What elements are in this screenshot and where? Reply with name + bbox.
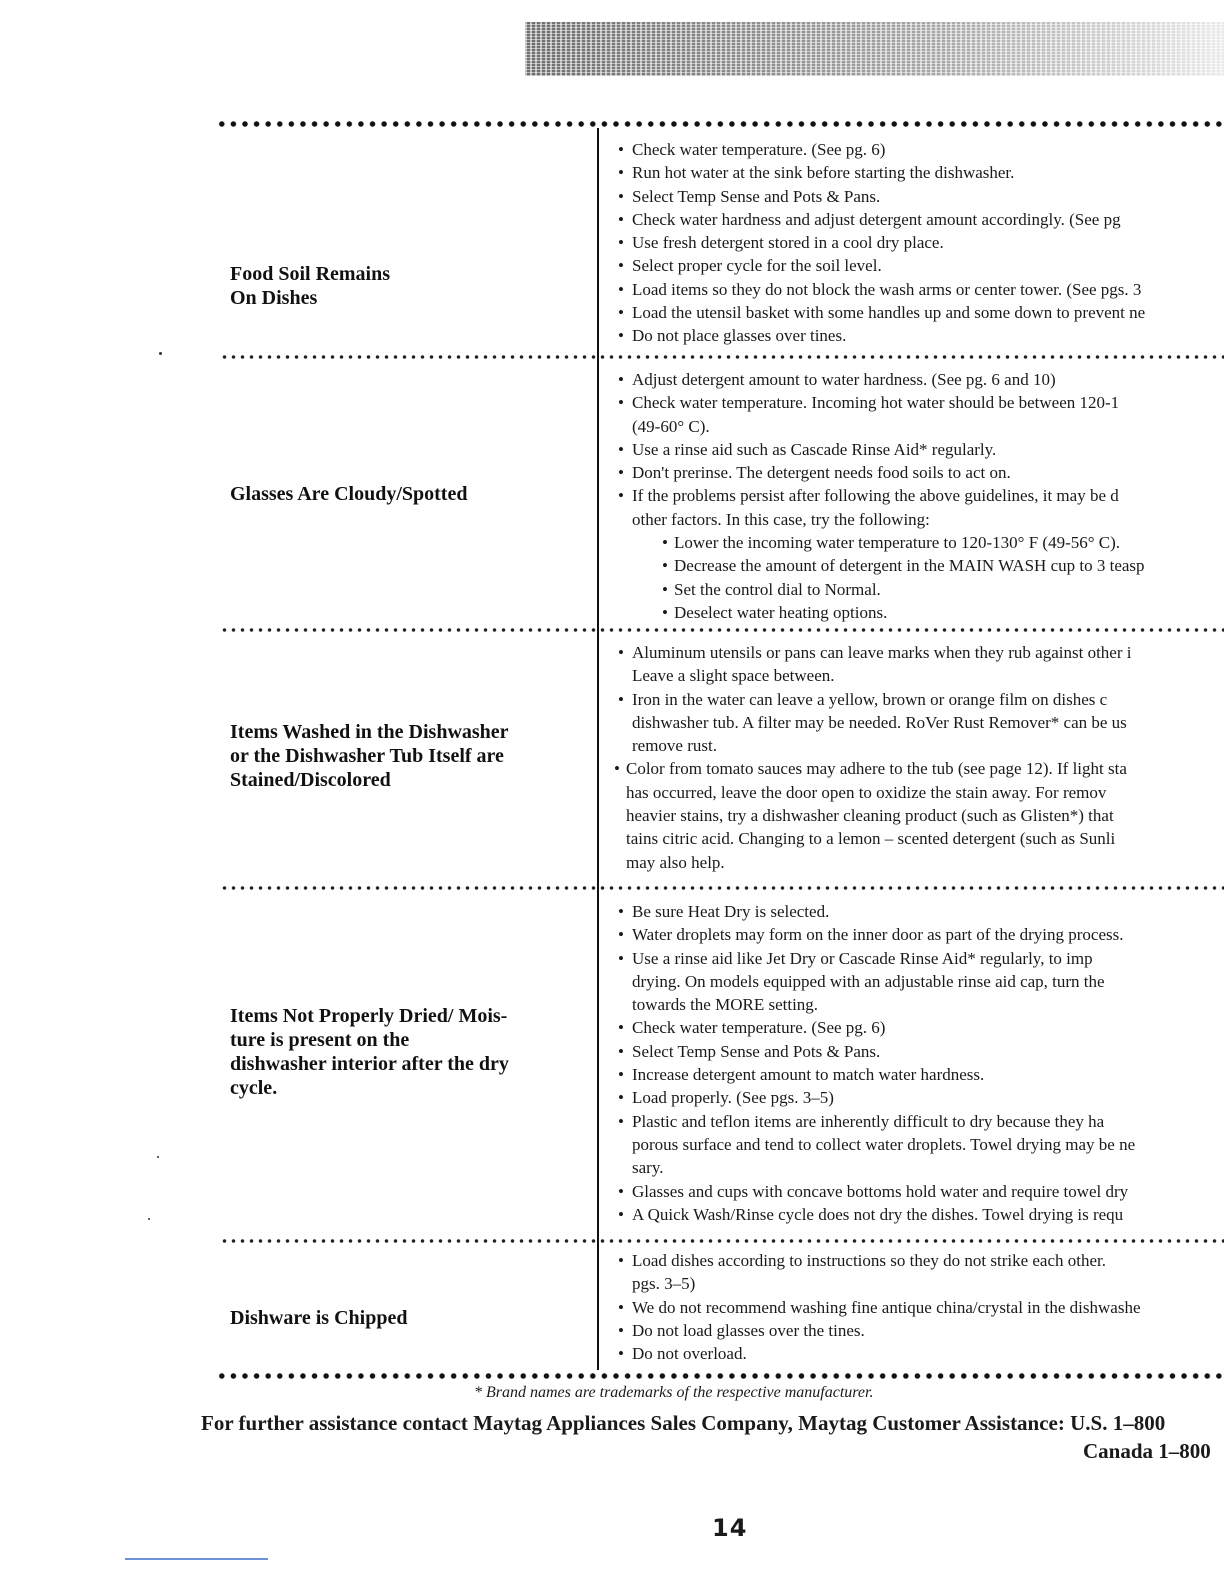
solution-item: • Glasses and cups with concave bottoms hold water and require towel dry	[614, 1180, 1224, 1203]
solution-item: • Run hot water at the sink before starting the dishwasher.	[614, 161, 1224, 184]
solution-item: • Use a rinse aid like Jet Dry or Cascade Rinse Aid* regularly, to imp	[614, 947, 1224, 970]
solution-item: • Aluminum utensils or pans can leave marks when they rub against other i	[614, 641, 1224, 664]
problem-line: dishwasher interior after the dry	[230, 1053, 509, 1075]
row-separator	[220, 885, 1224, 891]
solution-item: • Use a rinse aid such as Cascade Rinse Aid* regularly.	[614, 438, 1224, 461]
problem-line: On Dishes	[230, 287, 318, 309]
solution-item: • Load items so they do not block the wash arms or center tower. (See pgs. 3	[614, 278, 1224, 301]
solution-continuation: may also help.	[626, 852, 725, 872]
solution-item: • Load dishes according to instructions so they do not strike each other.	[614, 1249, 1224, 1272]
solution-item: • Do not place glasses over tines.	[614, 324, 1224, 347]
solution-sub-item: • Deselect water heating options.	[614, 601, 1224, 624]
page-number: 14	[712, 1514, 748, 1542]
solutions-dishware-chipped	[614, 1249, 1224, 1365]
problem-dishware-chipped	[230, 1306, 570, 1330]
solution-continuation: pgs. 3–5)	[632, 1274, 696, 1294]
problem-line: or the Dishwasher Tub Itself are	[230, 745, 504, 767]
problem-line: Food Soil Remains	[230, 263, 391, 285]
solution-item: • Select Temp Sense and Pots & Pans.	[614, 185, 1224, 208]
solution-sub-item: • Decrease the amount of detergent in the MAIN WASH cup to 3 teasp	[614, 554, 1224, 577]
problem-line: Items Not Properly Dried/ Mois-	[230, 1005, 508, 1027]
solution-item: • Load properly. (See pgs. 3–5)	[614, 1086, 1224, 1109]
solution-continuation: sary.	[632, 1158, 664, 1178]
solution-item: • Color from tomato sauces may adhere to the tub (see page 12). If light sta	[614, 757, 1224, 780]
solution-continuation: has occurred, leave the door open to oxidize the stain away. For remov	[626, 782, 1107, 802]
solution-item: • Be sure Heat Dry is selected.	[614, 900, 1224, 923]
solution-item: • Plastic and teflon items are inherently difficult to dry because they ha	[614, 1110, 1224, 1133]
row-separator	[220, 1238, 1224, 1244]
solutions-food-soil	[614, 138, 1224, 348]
solution-item: • Select proper cycle for the soil level.	[614, 254, 1224, 277]
contact-line: For further assistance contact Maytag Appliances Sales Company, Maytag Customer Assistance: U.S. 1–800	[201, 1411, 1166, 1435]
solution-item: • Check water hardness and adjust detergent amount accordingly. (See pg	[614, 208, 1224, 231]
problem-line: Stained/Discolored	[230, 769, 391, 791]
problem-glasses-cloudy	[230, 482, 570, 506]
solution-item: • Do not load glasses over the tines.	[614, 1319, 1224, 1342]
blue-underline	[125, 1558, 268, 1560]
solution-item: • A Quick Wash/Rinse cycle does not dry the dishes. Towel drying is requ	[614, 1203, 1224, 1226]
solution-item: • Load the utensil basket with some handles up and some down to prevent ne	[614, 301, 1224, 324]
solution-item: • Water droplets may form on the inner door as part of the drying process.	[614, 923, 1224, 946]
problem-line: cycle.	[230, 1077, 278, 1099]
solutions-glasses-cloudy	[614, 368, 1224, 624]
solution-item: • Check water temperature. (See pg. 6)	[614, 1016, 1224, 1039]
solution-item: • Increase detergent amount to match water hardness.	[614, 1063, 1224, 1086]
solution-sub-item: • Lower the incoming water temperature to 120-130° F (49-56° C).	[614, 531, 1224, 554]
solution-continuation: other factors. In this case, try the following:	[632, 509, 930, 529]
solution-continuation: tains citric acid. Changing to a lemon – scented detergent (such as Sunli	[626, 829, 1116, 849]
solution-continuation: Leave a slight space between.	[632, 666, 835, 686]
solution-item: • Iron in the water can leave a yellow, brown or orange film on dishes c	[614, 688, 1224, 711]
scan-speck	[148, 1218, 150, 1220]
problem-line: Dishware is Chipped	[230, 1307, 408, 1329]
solution-continuation: dishwasher tub. A filter may be needed. RoVer Rust Remover* can be us	[632, 712, 1127, 732]
solution-item: • Select Temp Sense and Pots & Pans.	[614, 1040, 1224, 1063]
problem-not-dried	[230, 1004, 570, 1100]
trademark-footnote: * Brand names are trademarks of the respective manufacturer.	[474, 1384, 874, 1401]
row-separator	[220, 354, 1224, 360]
solution-item: • Use fresh detergent stored in a cool dry place.	[614, 231, 1224, 254]
solution-continuation: remove rust.	[632, 736, 717, 756]
scan-speck	[159, 352, 162, 355]
solution-continuation: (49-60° C).	[632, 416, 710, 436]
top-dotted-rule	[216, 120, 1224, 128]
column-divider	[597, 128, 599, 1370]
bottom-dotted-rule	[216, 1372, 1224, 1380]
solution-sub-item: • Set the control dial to Normal.	[614, 578, 1224, 601]
header-band	[525, 22, 1224, 76]
solutions-items-stained	[614, 641, 1224, 874]
solution-continuation: towards the MORE setting.	[632, 995, 819, 1015]
solution-item: • Check water temperature. Incoming hot water should be between 120-1	[614, 391, 1224, 414]
solution-item: • Adjust detergent amount to water hardness. (See pg. 6 and 10)	[614, 368, 1224, 391]
scan-speck	[157, 1156, 159, 1158]
problem-line: Items Washed in the Dishwasher	[230, 721, 509, 743]
problem-food-soil	[230, 262, 570, 310]
solution-item: • We do not recommend washing fine antique china/crystal in the dishwashe	[614, 1296, 1224, 1319]
problem-line: Glasses Are Cloudy/Spotted	[230, 483, 468, 505]
canada-contact: Canada 1–800	[1083, 1439, 1211, 1463]
solution-item: • Don't prerinse. The detergent needs food soils to act on.	[614, 461, 1224, 484]
solution-continuation: heavier stains, try a dishwasher cleaning product (such as Glisten*) that	[626, 806, 1114, 826]
solution-item: • Do not overload.	[614, 1342, 1224, 1365]
problem-line: ture is present on the	[230, 1029, 410, 1051]
solution-continuation: porous surface and tend to collect water droplets. Towel drying may be ne	[632, 1134, 1136, 1154]
row-separator	[220, 627, 1224, 633]
solution-item: • If the problems persist after following the above guidelines, it may be d	[614, 484, 1224, 507]
solution-item: • Check water temperature. (See pg. 6)	[614, 138, 1224, 161]
problem-items-stained	[230, 720, 570, 792]
solution-continuation: drying. On models equipped with an adjustable rinse aid cap, turn the	[632, 971, 1105, 991]
solutions-not-dried	[614, 900, 1224, 1226]
